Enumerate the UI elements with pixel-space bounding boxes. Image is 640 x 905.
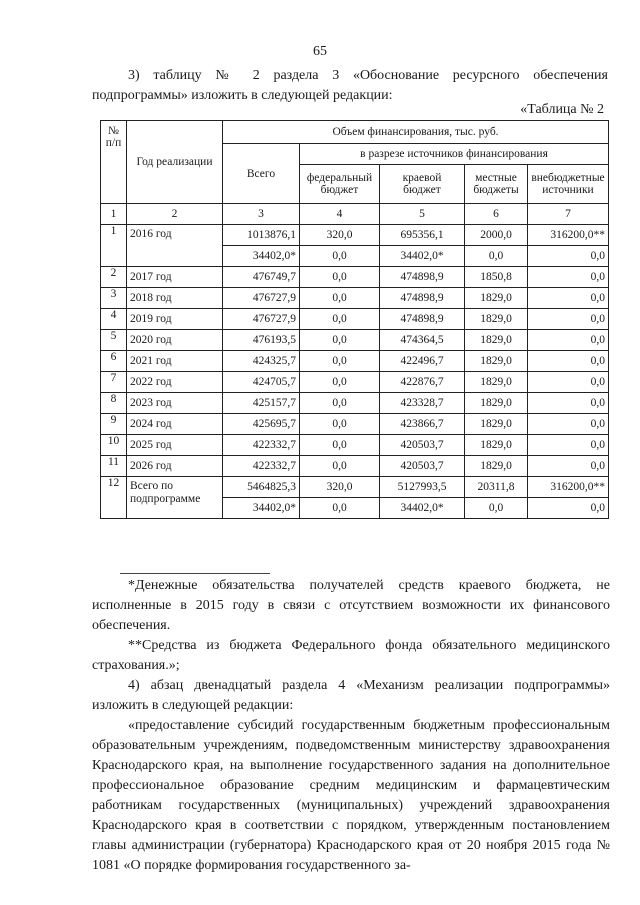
financing-table (100, 120, 609, 519)
value-cell: 0,0 (528, 498, 609, 519)
value-cell: 476727,9 (223, 288, 300, 309)
value-cell: 0,0 (300, 435, 380, 456)
value-cell: 1013876,1 (223, 225, 300, 246)
table-row (101, 393, 609, 414)
value-cell: 0,0 (300, 393, 380, 414)
value-cell: 34402,0* (223, 498, 300, 519)
value-cell: 20311,8 (465, 477, 528, 498)
value-cell: 0,0 (300, 246, 380, 267)
col-local-header: местные бюджеты (465, 165, 528, 204)
row-year: 2024 год (127, 414, 223, 435)
table-body (101, 204, 609, 519)
col-extra-header: внебюджетные источники (528, 165, 609, 204)
index-cell: 7 (528, 204, 609, 225)
row-number: 3 (101, 288, 127, 309)
row-number: 5 (101, 330, 127, 351)
value-cell: 0,0 (528, 330, 609, 351)
value-cell: 425157,7 (223, 393, 300, 414)
index-cell: 6 (465, 204, 528, 225)
row-number: 8 (101, 393, 127, 414)
value-cell: 5127993,5 (380, 477, 465, 498)
value-cell: 1829,0 (465, 330, 528, 351)
value-cell: 0,0 (528, 309, 609, 330)
value-cell: 0,0 (300, 330, 380, 351)
value-cell: 0,0 (528, 456, 609, 477)
value-cell: 0,0 (465, 246, 528, 267)
value-cell: 423328,7 (380, 393, 465, 414)
col-year-header: Год реализации (127, 121, 223, 204)
index-cell: 2 (127, 204, 223, 225)
value-cell: 2000,0 (465, 225, 528, 246)
footnote-separator (120, 573, 270, 574)
value-cell: 474898,9 (380, 288, 465, 309)
table-row (101, 456, 609, 477)
row-number: 7 (101, 372, 127, 393)
row-number: 2 (101, 267, 127, 288)
table-row (101, 477, 609, 498)
value-cell: 423866,7 (380, 414, 465, 435)
value-cell: 0,0 (528, 372, 609, 393)
index-row (101, 204, 609, 225)
page-number: 65 (313, 44, 327, 59)
value-cell: 1829,0 (465, 414, 528, 435)
index-cell: 5 (380, 204, 465, 225)
table-row (101, 372, 609, 393)
value-cell: 474898,9 (380, 309, 465, 330)
col-regional-header: краевой бюджет (380, 165, 465, 204)
footnote-2: **Средства из бюджета Федерального фонда обязательного медицинского страхования.»; (92, 638, 610, 673)
value-cell: 0,0 (528, 435, 609, 456)
table-row (101, 414, 609, 435)
value-cell: 0,0 (300, 498, 380, 519)
value-cell: 0,0 (528, 288, 609, 309)
row-number: 4 (101, 309, 127, 330)
table-row (101, 309, 609, 330)
value-cell: 0,0 (465, 498, 528, 519)
col-num-header: № п/п (101, 121, 127, 204)
row-year: 2017 год (127, 267, 223, 288)
value-cell: 0,0 (300, 267, 380, 288)
value-cell: 422332,7 (223, 435, 300, 456)
value-cell: 34402,0* (380, 246, 465, 267)
col-by-source-header: в разрезе источников финансирования (300, 144, 609, 165)
value-cell: 316200,0** (528, 477, 609, 498)
value-cell: 1829,0 (465, 309, 528, 330)
table-row (101, 351, 609, 372)
row-number: 6 (101, 351, 127, 372)
row-year: Всего по подпрограмме (127, 477, 223, 519)
col-total-header: Всего (223, 144, 300, 204)
value-cell: 424705,7 (223, 372, 300, 393)
paragraph-4: 4) абзац двенадцатый раздела 4 «Механизм реализации подпрограммы» изложить в следующей редакции: (92, 678, 610, 713)
value-cell: 0,0 (300, 414, 380, 435)
value-cell: 0,0 (528, 414, 609, 435)
value-cell: 424325,7 (223, 351, 300, 372)
value-cell: 0,0 (528, 351, 609, 372)
row-number: 1 (101, 225, 127, 267)
value-cell: 476749,7 (223, 267, 300, 288)
value-cell: 1829,0 (465, 288, 528, 309)
value-cell: 1829,0 (465, 435, 528, 456)
value-cell: 5464825,3 (223, 477, 300, 498)
value-cell: 0,0 (528, 393, 609, 414)
value-cell: 420503,7 (380, 456, 465, 477)
value-cell: 0,0 (300, 351, 380, 372)
value-cell: 0,0 (300, 309, 380, 330)
value-cell: 34402,0* (223, 246, 300, 267)
row-number: 10 (101, 435, 127, 456)
table-caption: «Таблица № 2 (520, 102, 604, 117)
value-cell: 34402,0* (380, 498, 465, 519)
value-cell: 1829,0 (465, 372, 528, 393)
row-year: 2025 год (127, 435, 223, 456)
row-year: 2016 год (127, 225, 223, 267)
table-row (101, 435, 609, 456)
value-cell: 476727,9 (223, 309, 300, 330)
value-cell: 0,0 (300, 288, 380, 309)
value-cell: 0,0 (528, 246, 609, 267)
value-cell: 420503,7 (380, 435, 465, 456)
footnote-1: *Денежные обязательства получателей средств краевого бюджета, не исполненные в 2015 году в связи с отсутствием возможности их финансового обеспечения. (92, 578, 610, 633)
row-number: 12 (101, 477, 127, 519)
row-year: 2018 год (127, 288, 223, 309)
value-cell: 316200,0** (528, 225, 609, 246)
row-year: 2022 год (127, 372, 223, 393)
col-federal-header: федеральный бюджет (300, 165, 380, 204)
value-cell: 1850,8 (465, 267, 528, 288)
table-row (101, 288, 609, 309)
value-cell: 320,0 (300, 225, 380, 246)
value-cell: 0,0 (528, 267, 609, 288)
row-number: 9 (101, 414, 127, 435)
value-cell: 474364,5 (380, 330, 465, 351)
col-volume-header: Объем финансирования, тыс. руб. (223, 121, 609, 144)
value-cell: 422496,7 (380, 351, 465, 372)
table-row (101, 225, 609, 246)
value-cell: 1829,0 (465, 456, 528, 477)
value-cell: 695356,1 (380, 225, 465, 246)
notes-block (92, 576, 610, 876)
index-cell: 3 (223, 204, 300, 225)
value-cell: 422332,7 (223, 456, 300, 477)
value-cell: 0,0 (300, 372, 380, 393)
value-cell: 476193,5 (223, 330, 300, 351)
index-cell: 4 (300, 204, 380, 225)
value-cell: 422876,7 (380, 372, 465, 393)
value-cell: 1829,0 (465, 393, 528, 414)
value-cell: 474898,9 (380, 267, 465, 288)
row-number: 11 (101, 456, 127, 477)
intro-paragraph: 3) таблицу № 2 раздела 3 «Обоснование ресурсного обеспечения подпрограммы» изложить в следующей редакции: (92, 68, 608, 103)
paragraph-5: «предоставление субсидий государственным бюджетным профессиональным образовательным учреждениям, подведомственным министерству здравоохранения Краснодарского края, на выполнение государственного задания на дополнительное профессиональное образование средним медицинским и фармацевтическим работникам государственных (муниципальных) учреждений здравоохранения Краснодарского края в соответствии с порядком, утвержденным постановлением главы администрации (губернатора) Краснодарского края от 20 ноября 2015 года № 1081 «О порядке формирования государственного за- (92, 718, 610, 873)
table-row (101, 330, 609, 351)
row-year: 2019 год (127, 309, 223, 330)
value-cell: 425695,7 (223, 414, 300, 435)
table-row (101, 267, 609, 288)
row-year: 2021 год (127, 351, 223, 372)
value-cell: 0,0 (300, 456, 380, 477)
value-cell: 1829,0 (465, 351, 528, 372)
row-year: 2020 год (127, 330, 223, 351)
row-year: 2023 год (127, 393, 223, 414)
index-cell: 1 (101, 204, 127, 225)
row-year: 2026 год (127, 456, 223, 477)
value-cell: 320,0 (300, 477, 380, 498)
